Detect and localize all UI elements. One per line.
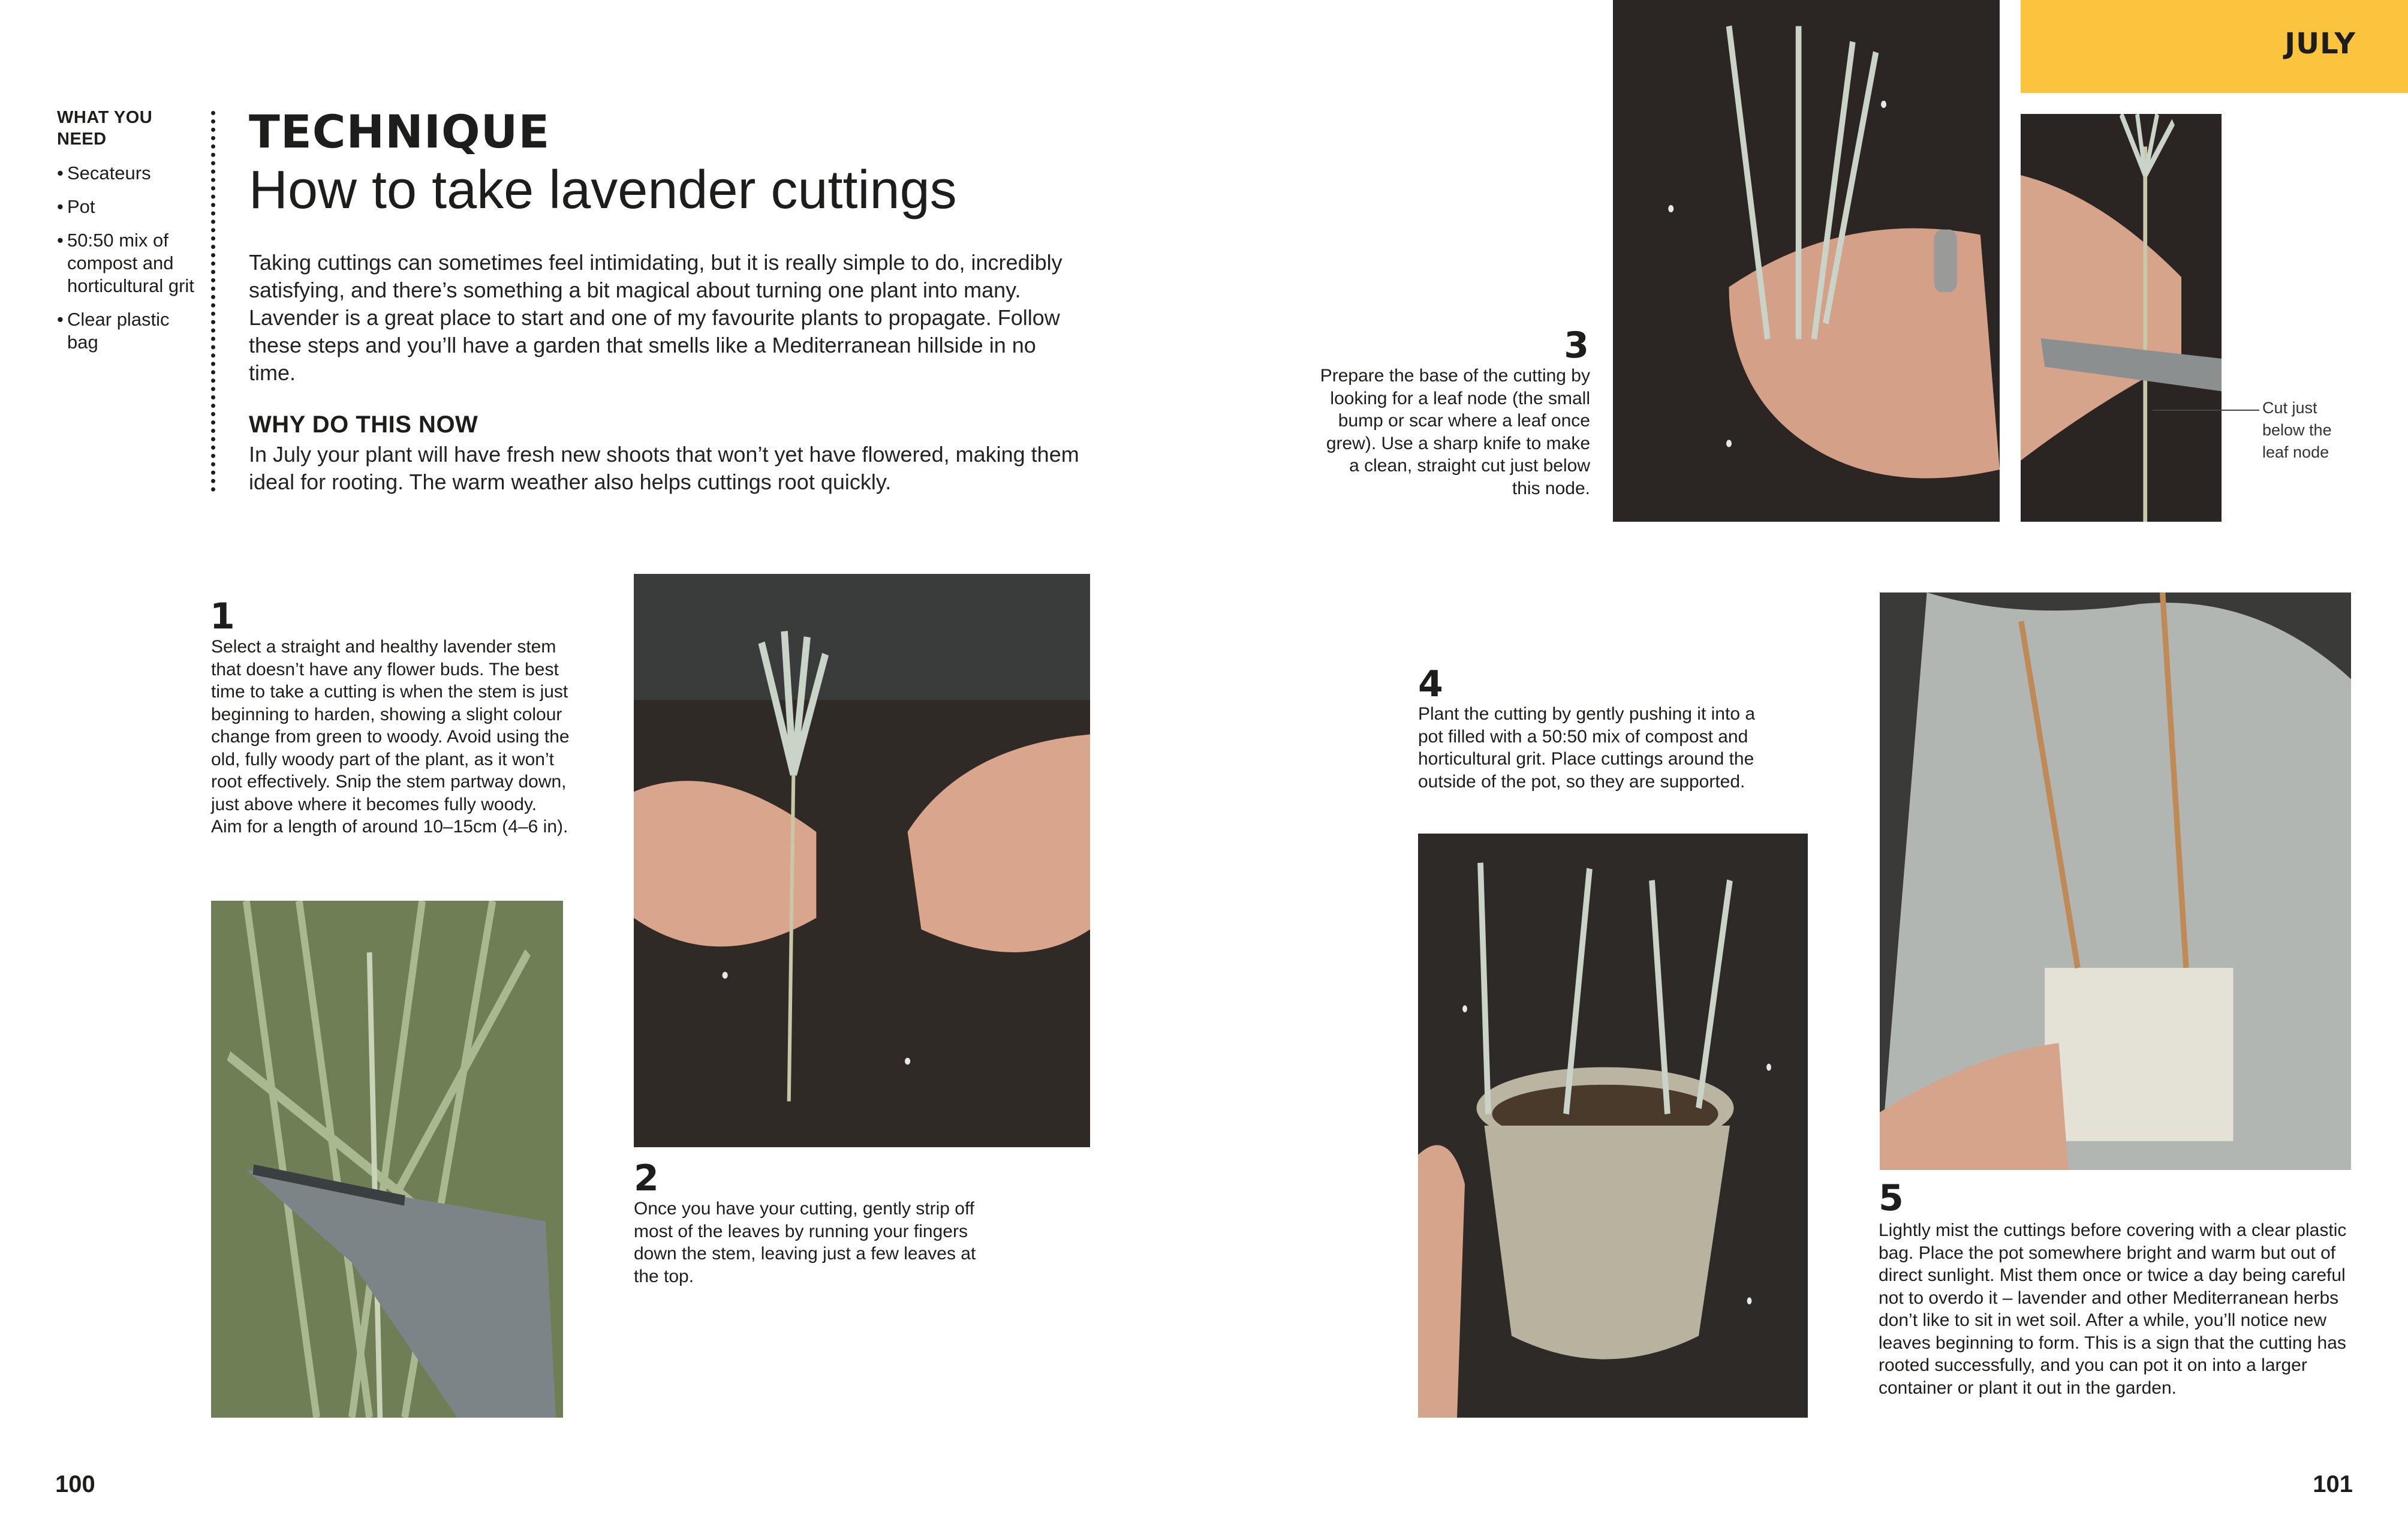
- step-4-photo: [1418, 834, 1808, 1418]
- step-4-number: 4: [1418, 663, 1443, 705]
- page-title: How to take lavender cuttings: [249, 160, 957, 220]
- page-number-right: 101: [2313, 1471, 2353, 1497]
- month-label: JULY: [2284, 27, 2356, 61]
- step-2-photo: [634, 574, 1090, 1147]
- list-item: • Pot: [57, 195, 195, 218]
- step-5-number: 5: [1879, 1177, 1904, 1219]
- intro-paragraph: Taking cuttings can sometimes feel intimidating, but it is really simple to do, incredibly satisfying, and there’s something a bit magical about turning one plant into many. Lavender is a great place to start and one of my favourite plants to propagate. Follow these steps and you’ll have a garden that smells like a Mediterranean hillside in no time.: [249, 250, 1062, 385]
- list-item: • 50:50 mix of compost and horticultural grit: [57, 229, 195, 297]
- step-5-text: Lightly mist the cuttings before covering with a clear plastic bag. Place the pot somewhere bright and warm but out of direct sunlight. Mist them once or twice a day being careful not to overdo it – lavender and other Mediterranean herbs don’t like to sit in wet soil. After a while, you’ll notice new leaves beginning to form. This is a sign that the cutting has rooted successfully, and you can pot it on into a larger container or plant it out in the garden.: [1879, 1220, 2347, 1398]
- dotted-divider: [211, 111, 215, 492]
- list-item: • Secateurs: [57, 162, 195, 185]
- step-1-photo: [211, 901, 563, 1418]
- why-heading: WHY DO THIS NOW: [249, 411, 478, 438]
- list-item: • Clear plastic bag: [57, 308, 195, 354]
- step-3-closeup-photo: [2021, 114, 2222, 522]
- technique-label: TECHNIQUE: [249, 105, 550, 158]
- step-3-number: 3: [1564, 324, 1589, 366]
- step-5-photo: [1880, 592, 2351, 1170]
- step-3-text: Prepare the base of the cutting by looking for a leaf node (the small bump or scar where a leaf once grew). Use a sharp knife to make a clean, straight cut just below this node.: [1320, 366, 1590, 498]
- step-2-text: Once you have your cutting, gently strip off most of the leaves by running your fingers down the stem, leaving just a few leaves at the top.: [634, 1199, 976, 1286]
- step-1-text: Select a straight and healthy lavender stem that doesn’t have any flower buds. The best time to take a cutting is when the stem is just beginning to harden, showing a slight colour change from green to woody. Avoid using the old, fully woody part of the plant, as it won’t root effectively. Snip the stem partway down, just above where it becomes fully woody. Aim for a length of around 10–15cm (4–6 in).: [211, 637, 570, 837]
- why-paragraph: In July your plant will have fresh new shoots that won’t yet have flowered, making them ideal for rooting. The warm weather also helps cuttings root quickly.: [249, 442, 1079, 494]
- step-3-photo: [1613, 0, 2000, 522]
- step-2-number: 2: [634, 1157, 659, 1199]
- annotation-leader-line: [2153, 410, 2259, 411]
- step-4-text: Plant the cutting by gently pushing it into a pot filled with a 50:50 mix of compost and horticultural grit. Place cuttings around the outside of the pot, so they are supported.: [1418, 704, 1756, 792]
- page-number-left: 100: [55, 1471, 95, 1497]
- leaf-node-annotation: Cut just below the leaf node: [2262, 399, 2332, 461]
- step-1-number: 1: [210, 595, 235, 637]
- what-you-need-heading: WHAT YOU NEED: [57, 108, 153, 149]
- what-you-need-list: [57, 162, 195, 365]
